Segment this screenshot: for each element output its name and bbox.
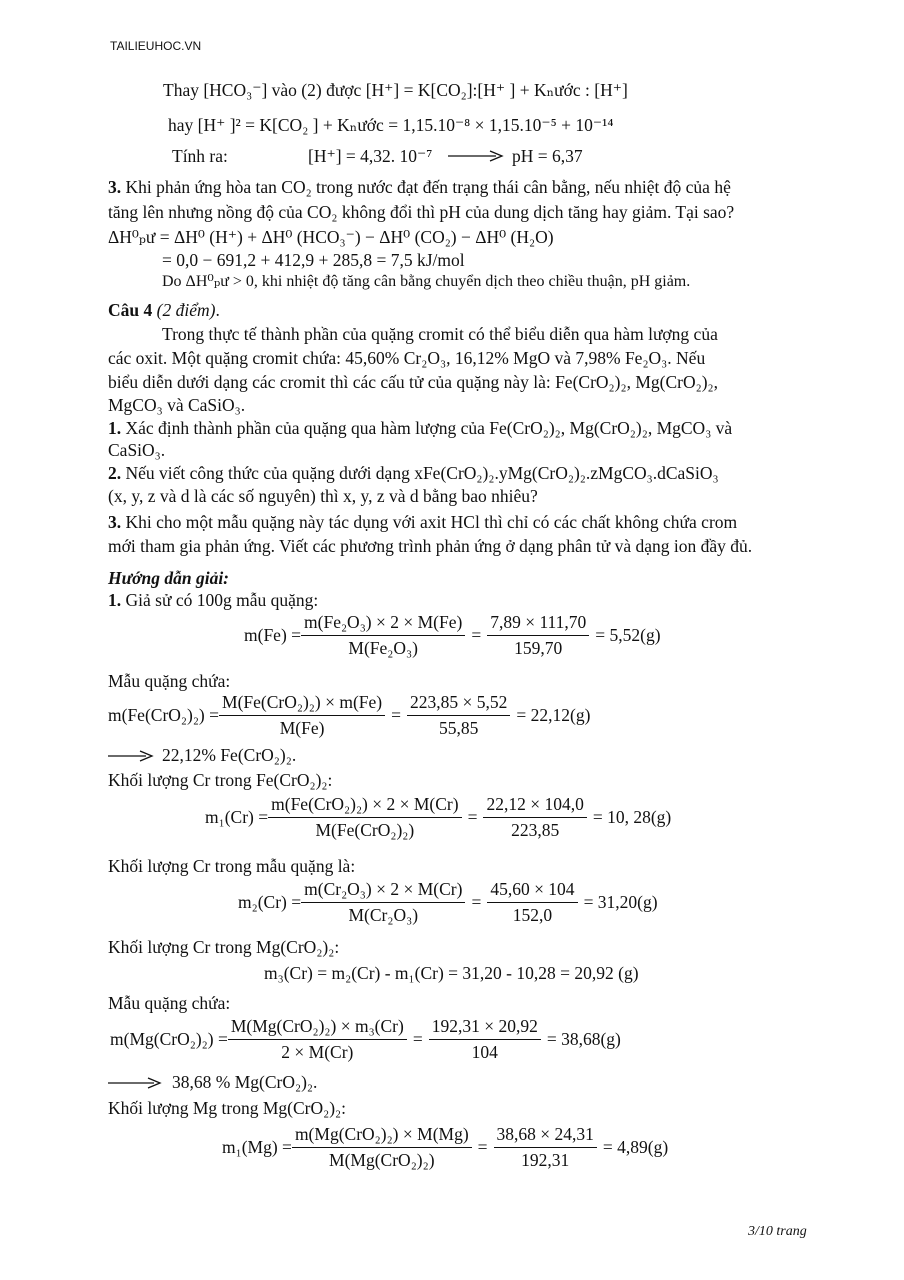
item-number: 3. xyxy=(108,512,122,532)
symbolic-fraction xyxy=(219,694,385,737)
equation-result: = 38,68(g) xyxy=(546,1028,621,1049)
text-line: Xác định thành phần của quặng qua hàm lượng của Fe(CrO₂)₂, Mg(CrO₂)₂, MgCO₃ và xyxy=(125,418,733,438)
equation-result: = 22,12(g) xyxy=(516,704,591,725)
equation-mass-mg-chromite xyxy=(110,1018,621,1061)
right-arrow-icon xyxy=(108,750,154,762)
text-line: mới tham gia phản ứng. Viết các phương trình phản ứng ở dạng phân tử và dạng ion đầy đủ. xyxy=(108,536,753,556)
fraction-denominator: M(Fe) xyxy=(279,717,325,738)
text-line: Khi phản ứng hòa tan CO₂ trong nước đạt đến trạng thái cân bằng, nếu nhiệt độ của hệ xyxy=(125,177,731,197)
fraction-numerator: 38,68 × 24,31 xyxy=(494,1126,597,1148)
fraction-denominator: 2 × M(Cr) xyxy=(281,1041,354,1062)
text-line: tăng lên nhưng nồng độ của CO₂ không đổi thì pH của dung dịch tăng hay giảm. Tại sao? xyxy=(108,202,735,222)
numeric-fraction xyxy=(494,1126,597,1169)
fraction-numerator: 45,60 × 104 xyxy=(487,881,577,903)
cau4-dot: . xyxy=(215,300,220,320)
text-line: MgCO₃ và CaSiO₃. xyxy=(108,395,246,415)
text-line: Mẫu quặng chứa: xyxy=(108,993,231,1013)
enthalpy-line: Do ΔH⁰ₚư > 0, khi nhiệt độ tăng cân bằng chuyển dịch theo chiều thuận, pH giảm. xyxy=(162,273,691,290)
cau4-points: (2 điểm) xyxy=(156,300,216,320)
item-number: 2. xyxy=(108,463,122,483)
solution-heading: Hướng dẫn giải: xyxy=(108,568,230,588)
text-line: Giả sử có 100g mẫu quặng: xyxy=(125,590,319,610)
right-arrow-icon xyxy=(448,150,504,162)
equals-sign: = xyxy=(467,806,478,827)
numeric-fraction xyxy=(483,796,586,839)
equation-lhs: m(Mg(CrO₂)₂) = xyxy=(110,1028,228,1049)
fraction-denominator: M(Mg(CrO₂)₂) xyxy=(329,1149,435,1170)
text-line: hay [H⁺ ]² = K[CO₂ ] + Kₙước = 1,15.10⁻⁸ × 1,15.10⁻⁵ + 10⁻¹⁴ xyxy=(168,115,614,135)
text-line: Mẫu quặng chứa: xyxy=(108,671,231,691)
fraction-numerator: m(Mg(CrO₂)₂) × M(Mg) xyxy=(292,1126,472,1148)
fraction-numerator: 22,12 × 104,0 xyxy=(483,796,586,818)
text-line: (x, y, z và d là các số nguyên) thì x, y, z và d bằng bao nhiêu? xyxy=(108,486,538,506)
equation-result: = 10, 28(g) xyxy=(592,806,672,827)
text-line: Trong thực tế thành phần của quặng cromit có thể biểu diễn qua hàm lượng của xyxy=(162,324,718,344)
text-line: các oxit. Một quặng cromit chứa: 45,60% Cr₂O₃, 16,12% MgO và 7,98% Fe₂O₃. Nếu xyxy=(108,348,706,368)
fraction-numerator: 7,89 × 111,70 xyxy=(487,614,589,636)
fraction-numerator: 192,31 × 20,92 xyxy=(429,1018,541,1040)
equals-sign: = xyxy=(471,891,482,912)
equation-mass-cr-1 xyxy=(205,796,671,839)
symbolic-fraction xyxy=(301,881,465,924)
fraction-numerator: m(Cr₂O₃) × 2 × M(Cr) xyxy=(301,881,465,903)
text-line: Khối lượng Cr trong Fe(CrO₂)₂: xyxy=(108,770,333,790)
equation-mass-cr-3: m₃(Cr) = m₂(Cr) - m₁(Cr) = 31,20 - 10,28 = 20,92 (g) xyxy=(264,963,639,983)
fraction-denominator: 104 xyxy=(471,1041,498,1062)
equation-mass-cr-2 xyxy=(238,881,658,924)
item-number: 1. xyxy=(108,418,122,438)
numeric-fraction xyxy=(407,694,510,737)
result-line: 22,12% Fe(CrO₂)₂. xyxy=(162,745,297,765)
equation-result: = 31,20(g) xyxy=(583,891,658,912)
cau4-label: Câu 4 xyxy=(108,300,153,320)
text-line: biểu diễn dưới dạng các cromit thì các cấu tử của quặng này là: Fe(CrO₂)₂, Mg(CrO₂)₂, xyxy=(108,372,719,392)
item-number: 3. xyxy=(108,177,122,197)
equation-mass-mg xyxy=(222,1126,668,1169)
equation-mass-fe-chromite xyxy=(108,694,590,737)
enthalpy-line: = 0,0 − 691,2 + 412,9 + 285,8 = 7,5 kJ/mol xyxy=(162,250,465,270)
equation-result: = 5,52(g) xyxy=(595,624,661,645)
fraction-denominator: M(Cr₂O₃) xyxy=(348,904,419,925)
text-line: [H⁺] = 4,32. 10⁻⁷ xyxy=(308,146,433,166)
equals-sign: = xyxy=(477,1136,488,1157)
equation-lhs: m₁(Cr) = xyxy=(205,806,269,827)
question-3 xyxy=(108,179,731,197)
fraction-numerator: m(Fe₂O₃) × 2 × M(Fe) xyxy=(301,614,465,636)
item-3 xyxy=(108,514,737,532)
item-number: 1. xyxy=(108,590,122,610)
fraction-numerator: m(Fe(CrO₂)₂) × 2 × M(Cr) xyxy=(268,796,461,818)
fraction-numerator: 223,85 × 5,52 xyxy=(407,694,510,716)
equals-sign: = xyxy=(471,624,482,645)
result-line: 38,68 % Mg(CrO₂)₂. xyxy=(172,1072,318,1092)
text-line: CaSiO₃. xyxy=(108,440,166,460)
text-line: Khối lượng Cr trong Mg(CrO₂)₂: xyxy=(108,937,340,957)
numeric-fraction xyxy=(487,881,577,924)
fraction-denominator: M(Fe(CrO₂)₂) xyxy=(315,819,415,840)
solution-step-1 xyxy=(108,592,318,610)
equation-lhs: m₂(Cr) = xyxy=(238,891,302,912)
fraction-denominator: 192,31 xyxy=(521,1149,570,1170)
fraction-denominator: 152,0 xyxy=(512,904,553,925)
numeric-fraction xyxy=(429,1018,541,1061)
text-line: Thay [HCO₃⁻] vào (2) được [H⁺] = K[CO₂]:[H⁺ ] + Kₙước : [H⁺] xyxy=(163,80,628,100)
text-line: Tính ra: xyxy=(172,146,228,166)
symbolic-fraction xyxy=(292,1126,472,1169)
fraction-numerator: M(Fe(CrO₂)₂) × m(Fe) xyxy=(219,694,385,716)
right-arrow-icon xyxy=(108,1077,162,1089)
fraction-numerator: M(Mg(CrO₂)₂) × m₃(Cr) xyxy=(228,1018,407,1040)
text-line: Khối lượng Mg trong Mg(CrO₂)₂: xyxy=(108,1098,347,1118)
equation-lhs: m(Fe) = xyxy=(244,624,302,645)
numeric-fraction xyxy=(487,614,589,657)
site-header: TAILIEUHOC.VN xyxy=(110,39,202,53)
enthalpy-line: ΔH⁰ₚư = ΔH⁰ (H⁺) + ΔH⁰ (HCO₃⁻) − ΔH⁰ (CO₂) − ΔH⁰ (H₂O) xyxy=(108,227,554,247)
equation-lhs: m₁(Mg) = xyxy=(222,1136,292,1157)
symbolic-fraction xyxy=(301,614,465,657)
text-line: pH = 6,37 xyxy=(512,146,583,166)
item-2 xyxy=(108,465,719,483)
symbolic-fraction xyxy=(268,796,461,839)
fraction-denominator: 159,70 xyxy=(514,637,563,658)
fraction-denominator: M(Fe₂O₃) xyxy=(348,637,418,658)
fraction-denominator: 223,85 xyxy=(511,819,560,840)
text-line: Khi cho một mẫu quặng này tác dụng với axit HCl thì chỉ có các chất không chứa crom xyxy=(125,512,738,532)
equation-mass-fe xyxy=(244,614,661,657)
text-line: Nếu viết công thức của quặng dưới dạng xFe(CrO₂)₂.yMg(CrO₂)₂.zMgCO₃.dCaSiO₃ xyxy=(125,463,719,483)
equation-result: = 4,89(g) xyxy=(602,1136,669,1157)
symbolic-fraction xyxy=(228,1018,407,1061)
equals-sign: = xyxy=(391,704,401,725)
equals-sign: = xyxy=(412,1028,423,1049)
page-number: 3/10 trang xyxy=(748,1224,807,1239)
cau4-heading xyxy=(108,302,220,320)
equation-lhs: m(Fe(CrO₂)₂) = xyxy=(108,704,220,725)
fraction-denominator: 55,85 xyxy=(439,717,479,738)
item-1 xyxy=(108,420,732,438)
text-line: Khối lượng Cr trong mẫu quặng là: xyxy=(108,856,356,876)
